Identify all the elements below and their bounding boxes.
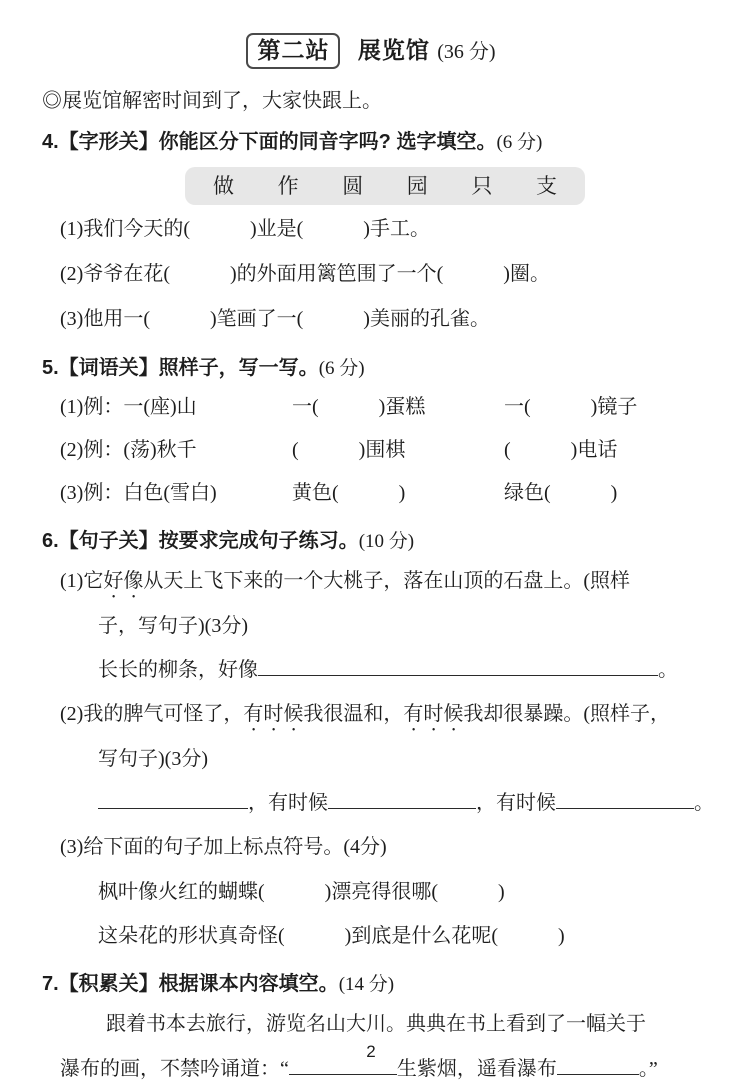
q6-item-1-answer-prompt: 长长的柳条，好像 <box>98 659 258 681</box>
q7-text: 。” <box>638 1058 658 1080</box>
blank-line <box>328 792 476 809</box>
word-bank <box>185 167 585 205</box>
q6-item-3-header: (3)给下面的句子加上标点符号。(4分) <box>60 836 387 858</box>
question-4-header <box>42 125 700 160</box>
q5-row-3 <box>42 472 700 515</box>
question-4-title: 4.【字形关】你能区分下面的同音字吗? 选字填空。 <box>42 131 497 153</box>
blank-line <box>556 792 694 809</box>
q6-item-1-line2: 子，写句子)(3分) <box>98 615 248 637</box>
q6-item-1-answer-line <box>42 648 700 692</box>
question-7-title: 7.【积累关】根据课本内容填空。 <box>42 973 339 995</box>
word-bank-item: 支 <box>535 174 557 198</box>
q7-text: 生紫烟，遥看瀑布 <box>396 1058 557 1080</box>
q5-blank-phrase: 一( )镜子 <box>504 396 638 418</box>
question-5-title: 5.【词语关】照样子，写一写。 <box>42 357 319 379</box>
question-4-score: (6 分) <box>496 132 543 153</box>
blank-line <box>258 659 658 676</box>
q5-blank-phrase: 绿色( ) <box>504 482 618 504</box>
q6-item-2-text: (2)我的脾气可怪了， <box>60 703 244 725</box>
q7-text: 瀑布的画，不禁吟诵道：“ <box>60 1058 289 1080</box>
q7-paragraph-line1: 跟着书本去旅行，游览名山大川。典典在书上看到了一幅关于 <box>106 1013 646 1035</box>
q6-item-2-emphasized: 有时候 <box>403 703 464 725</box>
section-score: (36 分) <box>437 41 496 63</box>
question-6-header <box>42 524 700 559</box>
q4-item-2: (2)爷爷在花( )的外面用篱笆围了一个( )圈。 <box>60 263 550 285</box>
q5-example: (2)例：(荡)秋千 <box>60 439 197 461</box>
q6-item-1-line1 <box>42 559 700 604</box>
question-6-title: 6.【句子关】按要求完成句子练习。 <box>42 530 359 552</box>
station-badge: 第二站 <box>246 33 340 69</box>
q6-item-2-answer-text: ，有时候 <box>476 792 556 814</box>
q6-item-1-text: (1)它 <box>60 570 104 592</box>
word-bank-item: 做 <box>213 174 234 198</box>
word-bank-item: 园 <box>406 174 428 198</box>
word-bank-item: 只 <box>471 174 493 198</box>
q5-example: (3)例：白色(雪白) <box>60 482 217 504</box>
question-7-score: (14 分) <box>338 974 395 995</box>
q5-blank-phrase: 黄色( ) <box>292 482 406 504</box>
question-5-score: (6 分) <box>318 358 365 379</box>
question-7-header <box>42 967 700 1002</box>
question-5-header <box>42 351 700 386</box>
q5-row-2 <box>42 429 700 472</box>
q6-item-2-answer-text: ，有时候 <box>248 792 328 814</box>
q5-blank-phrase: 一( )蛋糕 <box>292 396 426 418</box>
q6-item-2-line1 <box>42 692 700 737</box>
q6-item-2-text: 我很温和， <box>303 703 404 725</box>
question-6-score: (10 分) <box>358 531 415 552</box>
word-bank-item: 作 <box>277 174 299 198</box>
q6-item-1-emphasized: 好像 <box>103 570 144 592</box>
page-title <box>42 32 700 70</box>
blank-line <box>98 792 248 809</box>
q6-item-2-emphasized: 有时候 <box>243 703 304 725</box>
q5-example: (1)例：一(座)山 <box>60 396 197 418</box>
section-title: 展览馆 <box>357 37 430 63</box>
q6-item-2-text: 我却很暴躁。(照样子， <box>463 703 670 725</box>
q4-item-1: (1)我们今天的( )业是( )手工。 <box>60 218 430 240</box>
q5-blank-phrase: ( )围棋 <box>292 439 406 461</box>
q6-item-1-answer-end: 。 <box>658 659 678 681</box>
q5-blank-phrase: ( )电话 <box>504 439 618 461</box>
q6-item-3-sentence-1: 枫叶像火红的蝴蝶( )漂亮得很哪( ) <box>98 881 505 903</box>
q6-item-2-line2: 写句子)(3分) <box>98 748 208 770</box>
q4-item-3: (3)他用一( )笔画了一( )美丽的孔雀。 <box>60 308 490 330</box>
q6-item-2-answer-end: 。 <box>694 792 714 814</box>
q6-item-1-text: 从天上飞下来的一个大桃子，落在山顶的石盘上。(照样 <box>143 570 630 592</box>
word-bank-item: 圆 <box>342 174 364 198</box>
intro-line: ◎展览馆解密时间到了，大家快跟上。 <box>42 90 382 112</box>
page-number: 2 <box>366 1042 376 1061</box>
q6-item-2-answer-line <box>42 781 714 825</box>
q6-item-3-sentence-2: 这朵花的形状真奇怪( )到底是什么花呢( ) <box>98 925 565 947</box>
q5-row-1 <box>42 386 700 429</box>
